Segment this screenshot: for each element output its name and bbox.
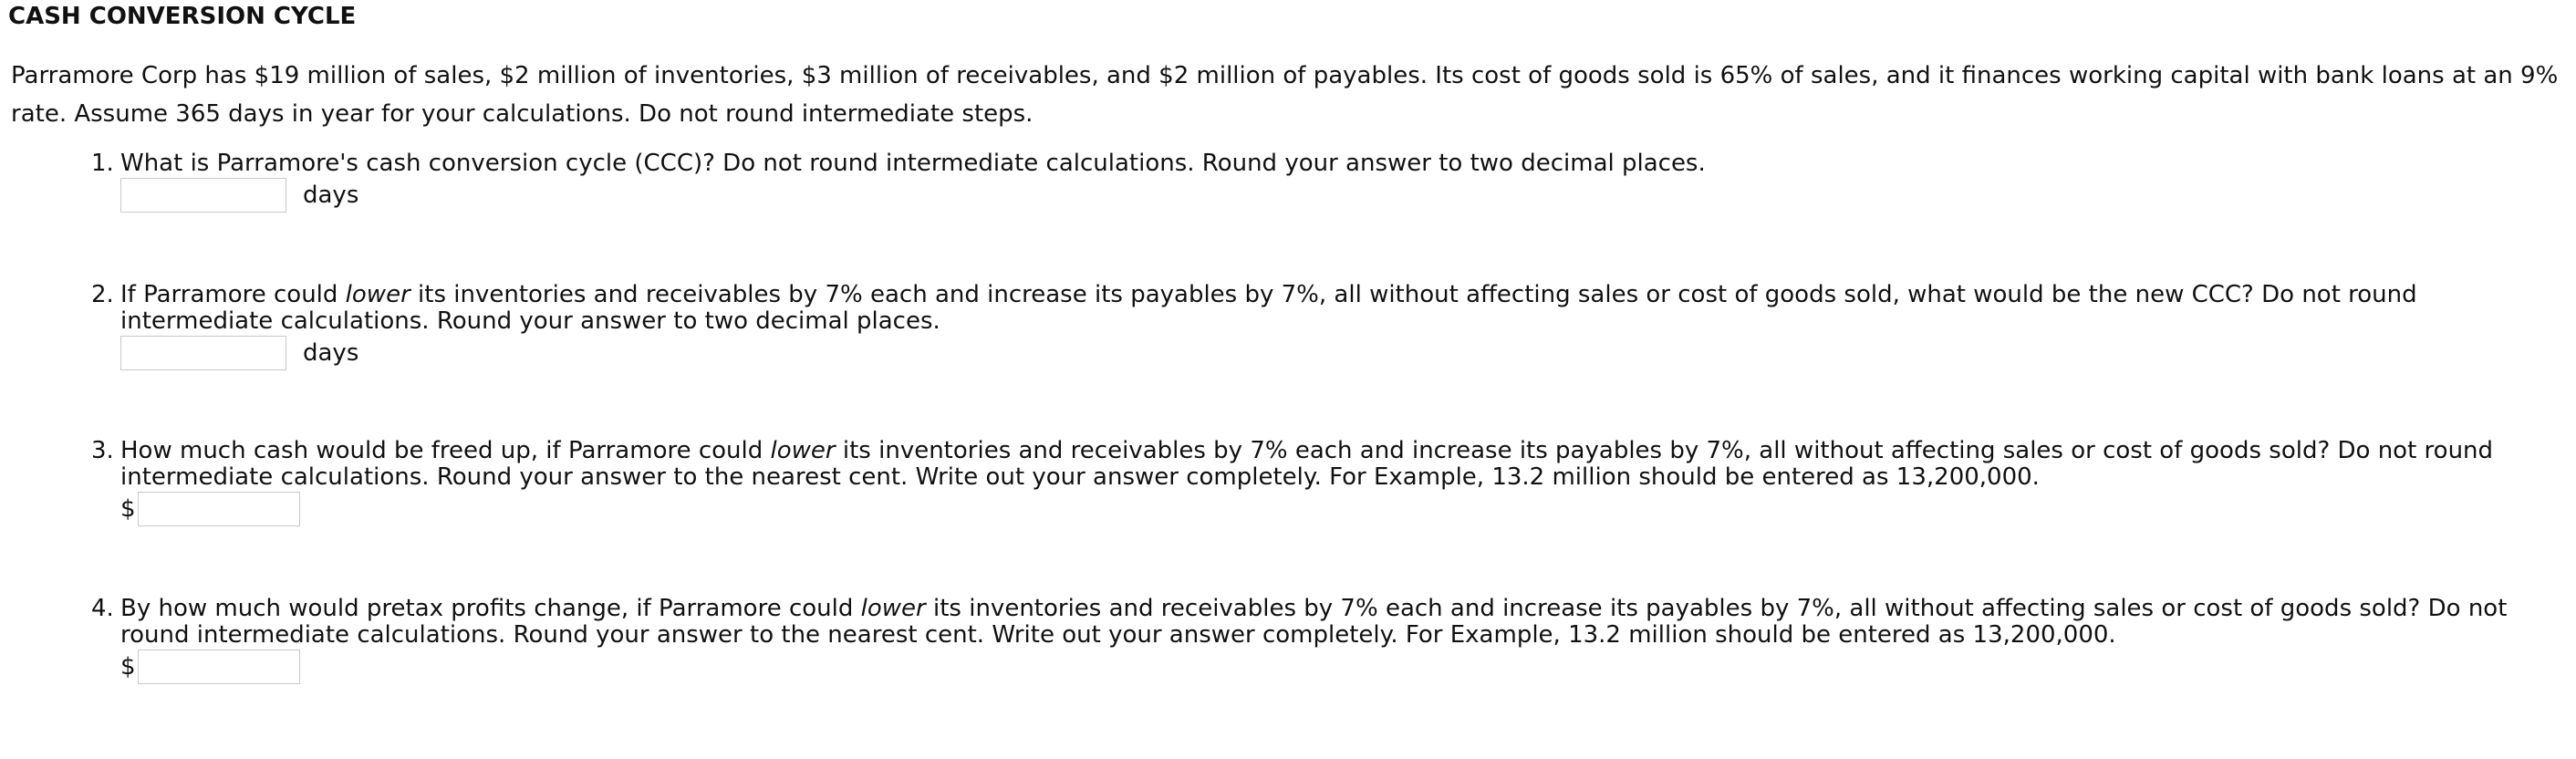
question-text: What is Parramore's cash conversion cycle (CCC)? Do not round intermediate calculations. Round your answer to two decimal places. bbox=[120, 150, 1706, 177]
question-number: 1. bbox=[91, 150, 114, 177]
question-2 bbox=[91, 282, 2554, 370]
unit-label: days bbox=[303, 338, 359, 367]
question-text: If Parramore could lower its inventories and receivables by 7% each and increase its payables by 7%, all without affecting sales or cost of goods sold, what would be the new CCC? Do not round intermediate calculations. Round your answer to two decimal places. bbox=[120, 281, 2417, 335]
ccc-answer-input[interactable] bbox=[120, 178, 286, 213]
currency-symbol: $ bbox=[120, 652, 136, 681]
answer-row bbox=[120, 178, 2554, 213]
problem-statement: Parramore Corp has $19 million of sales, $2 million of inventories, $3 million of receivables, and $2 million of payables. Its cost of goods sold is 65% of sales, and it finances working capital with bank loans at an 9% rate. Assume 365 days in year for your calculations. Do not round intermediate steps. bbox=[11, 62, 2559, 128]
question-1 bbox=[91, 151, 2554, 213]
page-title: CASH CONVERSION CYCLE bbox=[8, 3, 357, 30]
question-number: 4. bbox=[91, 595, 114, 622]
cash-freed-answer-input[interactable] bbox=[138, 492, 300, 526]
question-3 bbox=[91, 438, 2554, 526]
new-ccc-answer-input[interactable] bbox=[120, 336, 286, 370]
answer-row bbox=[120, 492, 2554, 526]
question-text: How much cash would be freed up, if Parramore could lower its inventories and receivables by 7% each and increase its payables by 7%, all without affecting sales or cost of goods sold? Do not round intermediate calculations. Round your answer to the nearest cent. Write out your answer completely. For Example, 13.2 million should be entered as 13,200,000. bbox=[120, 437, 2494, 491]
currency-symbol: $ bbox=[120, 494, 136, 523]
answer-row bbox=[120, 336, 2554, 370]
question-text: By how much would pretax profits change, if Parramore could lower its inventories and receivables by 7% each and increase its payables by 7%, all without affecting sales or cost of goods sold? Do not round intermediate calculations. Round your answer to the nearest cent. Write out your answer completely. For Example, 13.2 million should be entered as 13,200,000. bbox=[120, 595, 2508, 649]
question-number: 3. bbox=[91, 437, 114, 464]
pretax-profit-change-answer-input[interactable] bbox=[138, 650, 300, 684]
answer-row bbox=[120, 650, 2554, 684]
unit-label: days bbox=[303, 181, 359, 209]
question-number: 2. bbox=[91, 281, 114, 308]
question-4 bbox=[91, 596, 2554, 684]
